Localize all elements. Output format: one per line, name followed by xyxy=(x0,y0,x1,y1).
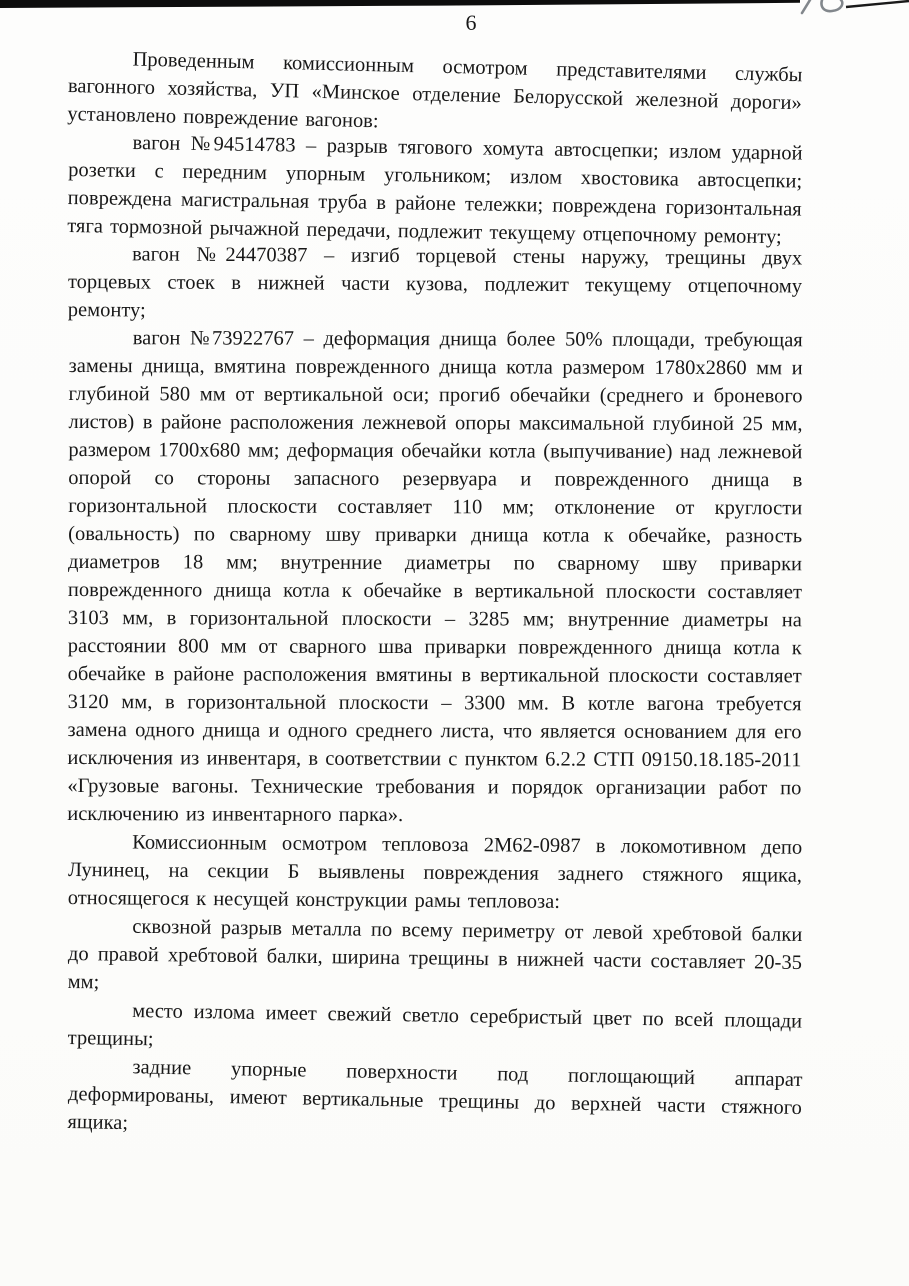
paragraph-rear-surfaces: задние упорные поверхности под поглощающий аппарат деформированы, имеют вертикальные трещины до верхней части стяжного ящика; xyxy=(67,1056,803,1135)
paragraph-wagon-94514783: вагон №94514783 – разрыв тягового хомута автосцепки; излом ударной розетки с передним упорным угольником; излом хвостовика автосцепки; повреждена магистральная труба в районе тележки; повреждена горизонтальная тяга тормозной рычажной передачи, подлежит текущему отцепочному ремонту; xyxy=(67,132,803,249)
page-number: 6 xyxy=(465,10,478,35)
document-body xyxy=(68,44,802,1136)
paragraph-fracture-color: место излома имеет свежий светло серебристый цвет по всей площади трещины; xyxy=(67,1000,803,1051)
scan-artifact-top-line xyxy=(846,1,909,7)
scan-artifact-top-bar xyxy=(0,0,800,8)
paragraph-wagon-24470387: вагон №24470387 – изгиб торцевой стены наружу, трещины двух торцевых стоек в нижней части кузова, подлежит текущему отцепочному ремонту; xyxy=(67,243,803,322)
paragraph-intro: Проведенным комиссионным осмотром представителями службы вагонного хозяйства, УП «Минское отделение Белорусской железной дороги» установлено повреждение вагонов: xyxy=(67,48,803,133)
paragraph-locomotive-2m62: Комиссионным осмотром тепловоза 2М62-0987 в локомотивном депо Лунинец, на секции Б выявлены повреждения заднего стяжного ящика, относящегося к несущей конструкции рамы тепловоза: xyxy=(67,831,803,913)
paragraph-metal-rupture: сквозной разрыв металла по всему периметру от левой хребтовой балки до правой хребтовой балки, ширина трещины в нижней части составляет 20-35 мм; xyxy=(67,915,803,994)
paragraph-wagon-73922767: вагон №73922767 – деформация днища более 50% площади, требующая замены днища, вмятина поврежденного днища котла размером 1780х2860 мм и глубиной 580 мм от вертикальной оси; прогиб обечайки (среднего и броневого листов) в районе расположения лежневой опоры максимальной глубиной 25 мм, размером 1700х680 мм; деформация обечайки котла (выпучивание) над лежневой опорой со стороны запасного резервуара и поврежденного днища в горизонтальной плоскости составляет 110 мм; отклонение от круглости (овальность) по сварному шву приварки днища котла к обечайке, разность диаметров 18 мм; внутренние диаметры по сварному шву приварки поврежденного днища котла к обечайке в вертикальной плоскости составляет 3103 мм, в горизонтальной плоскости – 3285 мм; внутренние диаметры на расстоянии 800 мм от сварного шва приварки поврежденного днища котла к обечайке в районе расположения вмятины в вертикальной плоскости составляет 3120 мм, в горизонтальной плоскости – 3300 мм. В котле вагона требуется замена одного днища и одного среднего листа, что является основанием для его исключения из инвентаря, в соответствии с пунктом 6.2.2 СТП 09150.18.185-2011 «Грузовые вагоны. Технические требования и порядок организации работ по исключению из инвентарного парка». xyxy=(67,327,803,827)
